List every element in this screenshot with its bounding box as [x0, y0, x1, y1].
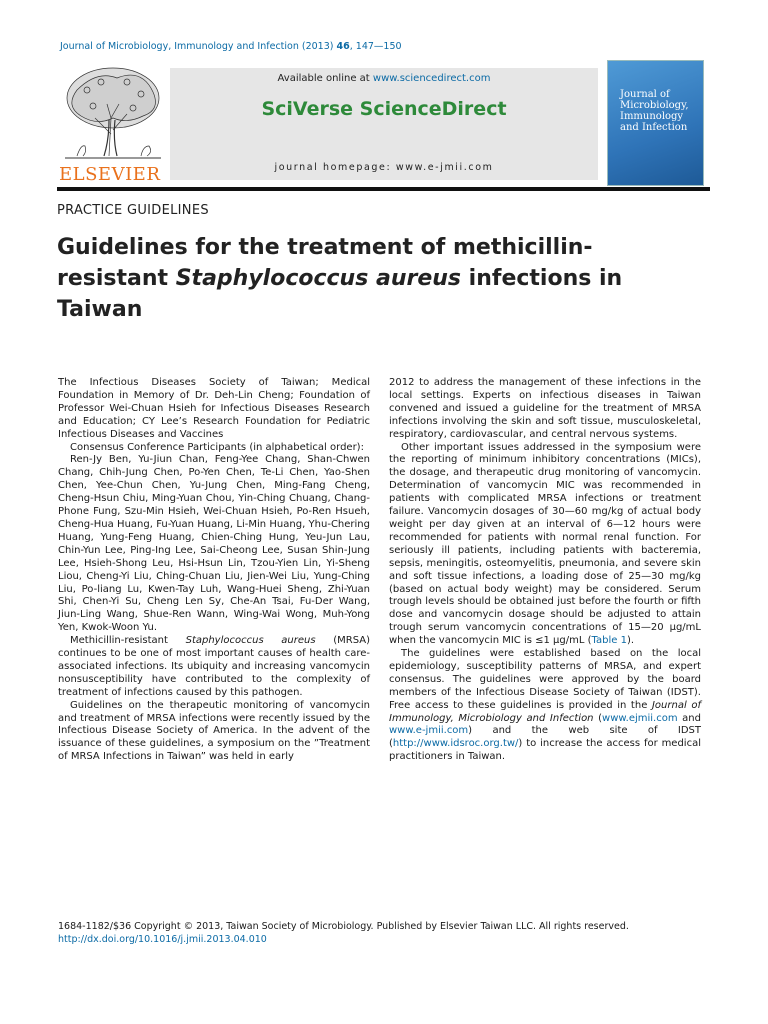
journal-banner — [57, 60, 707, 188]
paragraph-mrsa-intro — [58, 635, 370, 700]
doi-link[interactable]: http://dx.doi.org/10.1016/j.jmii.2013.04.010 — [58, 934, 267, 945]
text-run: Methicillin-resistant — [70, 635, 186, 647]
text-run: The guidelines were established based on the local epidemiology, susceptibility patterns of MRSA, and expert consensus. The guidelines were approved by the board members of the Infectious Disease Society of Taiwan (IDST). Free access to these guidelines is provided in the — [389, 648, 701, 711]
sciverse-logo[interactable]: SciVerse ScienceDirect — [261, 98, 507, 120]
footer — [58, 920, 708, 946]
text-run: ). — [626, 635, 635, 647]
cover-title: Journal of Microbiology, Immunology and Infection — [620, 89, 689, 133]
text-run: ) and the web site of IDST ( — [389, 725, 701, 750]
title-italic: Staphylococcus aureus — [175, 266, 462, 291]
species-name: Staphylococcus aureus — [185, 635, 316, 647]
elsevier-wordmark: ELSEVIER — [59, 164, 161, 185]
e-jmii-link[interactable]: www.e-jmii.com — [389, 725, 469, 737]
table-1-link[interactable]: Table 1 — [591, 635, 627, 647]
text-run: and — [677, 712, 701, 724]
elsevier-tree-icon — [57, 60, 169, 162]
right-column — [389, 377, 701, 764]
sciencedirect-link[interactable]: www.sciencedirect.com — [372, 73, 491, 84]
ejmii-link[interactable]: www.ejmii.com — [602, 712, 678, 724]
left-column — [58, 377, 370, 764]
participants-list: Ren-Jy Ben, Yu-Jiun Chan, Feng-Yee Chang, Shan-Chwen Chang, Chih-Jung Chen, Po-Yen Chen, Te-Li Chen, Yao-Shen Chen, Yee-Chun Chen, Yu-Jung Chen, Ming-Fang Cheng, Cheng-Hsun Chiu, Ming-Yuan Chou, Yin-Ching Chuang, Chang-Phone Fung, Szu-Min Hsieh, Wei-Chuan Hsieh, Po-Ren Hsueh, Cheng-Hua Huang, Fu-Yuan Huang, Li-Min Huang, Yhu-Chering Huang, Yung-Feng Huang, Chien-Ching Hung, Yeu-Jun Lau, Chin-Yun Lee, Ping-Ing Lee, Sai-Cheong Lee, Susan Shin-Jung Lee, Hsieh-Shong Leu, Hsi-Hsun Lin, Tzou-Yien Lin, Yi-Sheng Liou, Cheng-Yi Liu, Ching-Chuan Liu, Jien-Wei Liu, Yung-Ching Liu, Po-liang Lu, Kwen-Tay Luh, Wang-Huei Sheng, Zhi-Yuan Shi, Chen-Yi Su, Cheng Len Sy, Che-An Tsai, Fu-Der Wang, Jiun-Ling Wang, Shue-Ren Wann, Wing-Wai Wong, Muh-Yong Yen, Kwok-Woon Yu. — [58, 454, 370, 634]
available-online — [170, 73, 598, 84]
sciencedirect-box — [170, 68, 598, 180]
affiliations: The Infectious Diseases Society of Taiwan; Medical Foundation in Memory of Dr. Deh-Lin Cheng; Foundation of Professor Wei-Chuan Hsieh for Infectious Diseases Research and Education; CY Lee’s Research Foundation for Pediatric Infectious Diseases and Vaccines — [58, 377, 370, 440]
journal-pages: , 147—150 — [349, 41, 402, 52]
elsevier-logo[interactable] — [57, 60, 169, 184]
journal-cover[interactable] — [607, 60, 704, 186]
title-part1: Guidelines for the treatment of methicillin-resistant — [57, 235, 593, 291]
paragraph-continued: 2012 to address the management of these infections in the local settings. Experts on infectious diseases in Taiwan convened and issued a guideline for the treatment of MRSA infections involving the skin and soft tissue, musculoskeletal, respiratory, cardiovascular, and central nervous systems. — [389, 377, 701, 440]
text-run: ( — [593, 712, 603, 724]
paragraph-dosage — [389, 442, 701, 649]
text-run: Other important issues addressed in the symposium were the reporting of minimum inhibitory concentrations (MICs), the dosage, and therapeutic drug monitoring of vancomycin. Determination of vancomycin MIC was recommended in patients with complicated MRSA infections or treatment failure. Vancomycin dosages of 30—60 mg/kg of actual body weight per day given at an interval of 6—12 hours were recommended for patients with normal renal function. For seriously ill patients, including patients with bacteremia, sepsis, meningitis, osteomyelitis, pneumonia, and severe skin and soft tissue infections, a loading dose of 25—30 mg/kg (based on actual body weight) may be considered. Serum trough levels should be obtained just before the fourth or fifth dose and vancomycin dosage should be adjusted to attain trough serum vancomycin concentrations of 15—20 μg/mL when the vancomycin MIC is ≤1 μg/mL ( — [389, 441, 701, 647]
paragraph-access — [389, 648, 701, 764]
journal-homepage[interactable]: journal homepage: www.e-jmii.com — [274, 162, 494, 173]
copyright-line: 1684-1182/$36 Copyright © 2013, Taiwan Society of Microbiology. Published by Elsevier Taiwan LLC. All rights reserved. — [58, 921, 629, 932]
section-type: PRACTICE GUIDELINES — [57, 203, 209, 218]
participants-heading: Consensus Conference Participants (in alphabetical order): — [70, 441, 364, 453]
article-title — [57, 232, 677, 325]
header-rule — [57, 187, 710, 191]
idsroc-link[interactable]: http://www.idsroc.org.tw/ — [392, 738, 519, 750]
journal-italic: Journal of Immunology, Microbiology and Infection — [389, 699, 702, 724]
journal-citation[interactable] — [60, 41, 402, 52]
title-part2: infections in Taiwan — [57, 266, 623, 322]
text-run: (MRSA) continues to be one of most important causes of health care-associated infections. Its ubiquity and increasing vancomycin nonsusceptibility have contributed to the complexity of treatment of infections caused by this pathogen. — [58, 635, 371, 698]
text-run: ) to increase the access for medical practitioners in Taiwan. — [389, 738, 701, 763]
journal-volume: 46 — [336, 41, 350, 52]
paragraph-guidelines: Guidelines on the therapeutic monitoring of vancomycin and treatment of MRSA infections were recently issued by the Infectious Disease Society of America. In the advent of the issuance of these guidelines, a symposium on the ”Treatment of MRSA Infections in Taiwan” was held in early — [58, 699, 370, 763]
journal-name: Journal of Microbiology, Immunology and Infection (2013) — [60, 41, 334, 52]
available-prefix: Available online at — [277, 73, 373, 84]
